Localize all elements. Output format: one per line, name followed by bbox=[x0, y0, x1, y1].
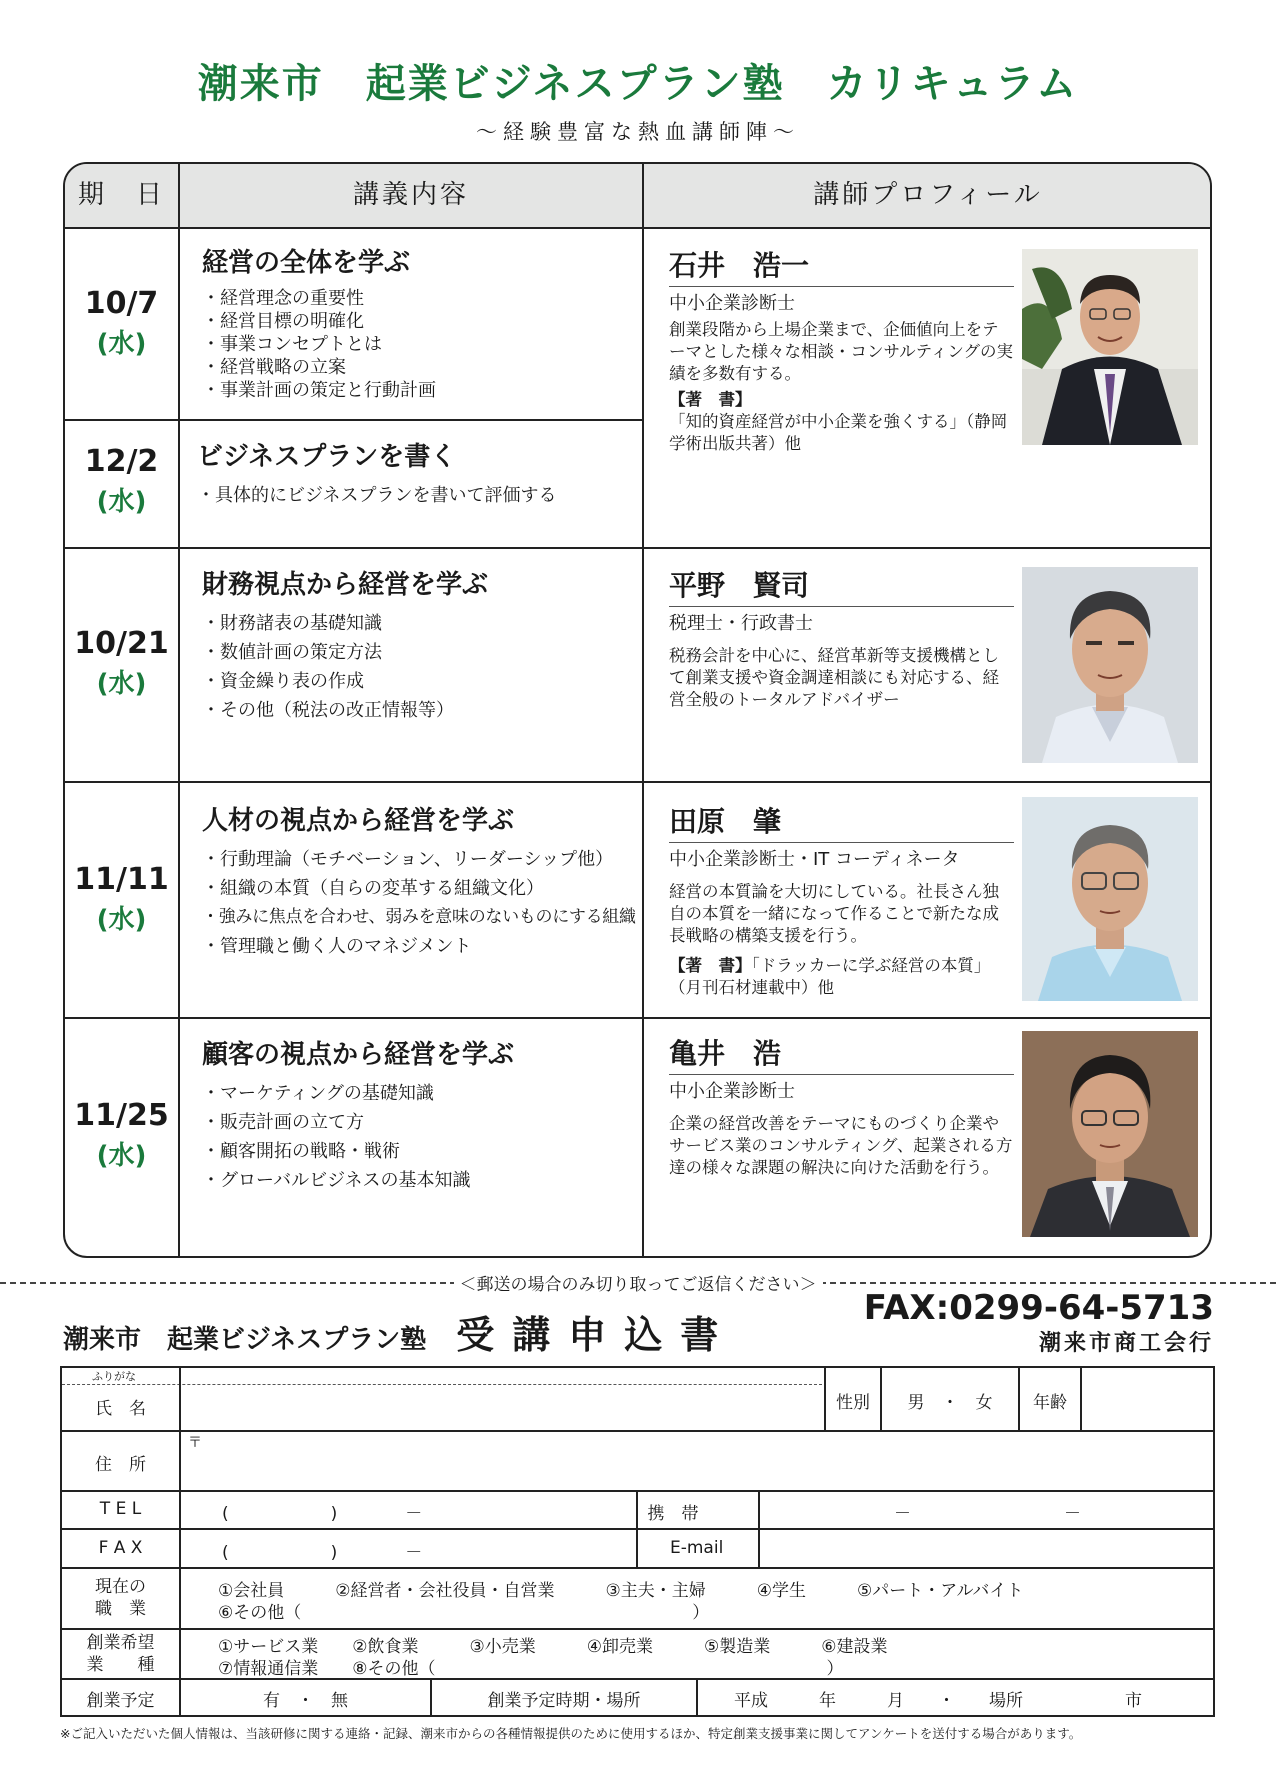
industry-other[interactable]: ⑦情報通信業 ⑧その他（ ） bbox=[218, 1659, 844, 1679]
divider bbox=[65, 419, 642, 421]
plan-when-label: 創業予定時期・場所 bbox=[487, 1691, 641, 1711]
session-date: 10/21 (水) bbox=[74, 626, 169, 699]
session-topic: 人材の視点から経営を学ぶ bbox=[202, 806, 515, 836]
cut-instruction: ＜郵送の場合のみ切り取ってご返信ください＞ bbox=[0, 1270, 1276, 1295]
furigana-label: ふりがな bbox=[92, 1370, 136, 1383]
divider bbox=[62, 1384, 822, 1385]
plan-options[interactable]: 有 ・ 無 bbox=[263, 1691, 348, 1711]
list-item: ・ 組織の本質（自らの変革する組織文化） bbox=[202, 874, 662, 903]
header-content: 講義内容 bbox=[352, 180, 469, 210]
curriculum-table bbox=[63, 162, 1212, 1258]
instructor-bio: 経営の本質論を大切にしている。社長さん独自の本質を一緒になって作ることで新たな成長戦略の構築支援を行う。 bbox=[669, 882, 999, 945]
list-item: ・ 経営目標の明確化 bbox=[202, 310, 662, 333]
postal-mark: 〒 bbox=[188, 1435, 202, 1451]
age-label: 年齢 bbox=[1033, 1393, 1067, 1413]
fax-number: FAX:0299-64-5713 bbox=[863, 1288, 1214, 1328]
instructor-photo bbox=[1022, 249, 1198, 445]
list-item: ・ 数値計画の策定方法 bbox=[202, 638, 662, 667]
job-label: 現在の 職 業 bbox=[95, 1577, 146, 1619]
divider bbox=[178, 164, 180, 1258]
session-date: 11/11 (水) bbox=[74, 862, 169, 935]
email-field[interactable] bbox=[762, 1532, 1208, 1564]
instructor-books: 「知的資産経営が中小企業を強くする」（静岡学術出版共著）他 bbox=[669, 412, 1008, 453]
list-item: ・ グローバルビジネスの基本知識 bbox=[202, 1166, 662, 1195]
session-date: 12/2 (水) bbox=[84, 444, 159, 517]
instructor-photo bbox=[1022, 1031, 1198, 1237]
fax-label: F A X bbox=[98, 1538, 143, 1558]
session-topic: ビジネスプランを書く bbox=[197, 442, 457, 472]
fax-block bbox=[864, 1290, 1214, 1357]
list-item: ・ 販売計画の立て方 bbox=[202, 1108, 662, 1137]
sex-options[interactable]: 男 ・ 女 bbox=[907, 1393, 993, 1413]
instructor-role: 中小企業診断士 bbox=[669, 293, 795, 314]
session-topic: 顧客の視点から経営を学ぶ bbox=[202, 1040, 515, 1070]
application-form bbox=[60, 1366, 1215, 1717]
address-field[interactable] bbox=[184, 1434, 1208, 1488]
instructor-profile bbox=[669, 564, 1014, 711]
page-subtitle: ～経験豊富な熱血講師陣～ bbox=[476, 120, 800, 144]
session-date: 10/7 (水) bbox=[84, 286, 159, 359]
sex-label: 性別 bbox=[836, 1393, 870, 1413]
session-topic: 財務視点から経営を学ぶ bbox=[202, 570, 489, 600]
instructor-name: 田原 肇 bbox=[669, 800, 1014, 843]
books-label: 【著 書】 bbox=[669, 390, 752, 409]
form-recipient: 潮来市商工会行 bbox=[1038, 1331, 1214, 1356]
session-date: 11/25 (水) bbox=[74, 1098, 169, 1171]
session-content bbox=[197, 436, 657, 510]
instructor-role: 税理士・行政書士 bbox=[669, 613, 813, 634]
list-item: ・ 事業計画の策定と行動計画 bbox=[202, 379, 662, 402]
session-content bbox=[202, 800, 662, 961]
session-content bbox=[202, 564, 662, 725]
list-item: ・ 管理職と働く人のマネジメント bbox=[202, 932, 662, 961]
mobile-label: 携 帯 bbox=[647, 1504, 699, 1524]
address-label: 住 所 bbox=[95, 1455, 146, 1475]
instructor-bio: 企業の経営改善をテーマにものづくり企業やサービス業のコンサルティング、起業される方達の様々な課題の解決に向けた活動を行う。 bbox=[669, 1114, 1013, 1177]
instructor-books: 【著 書】「ドラッカーに学ぶ経営の本質」（月刊石材連載中）他 bbox=[669, 956, 991, 997]
instructor-name: 石井 浩一 bbox=[669, 244, 1014, 287]
divider bbox=[65, 547, 1212, 549]
divider bbox=[62, 1430, 1213, 1432]
session-content bbox=[202, 242, 662, 402]
instructor-photo bbox=[1022, 797, 1198, 1001]
list-item: ・ 事業コンセプトとは bbox=[202, 333, 662, 356]
industry-options[interactable]: ①サービス業 ②飲食業 ③小売業 ④卸売業 ⑤製造業 ⑥建設業 bbox=[218, 1637, 888, 1657]
divider bbox=[758, 1490, 760, 1568]
industry-label: 創業希望 業 種 bbox=[86, 1633, 155, 1675]
instructor-photo bbox=[1022, 567, 1198, 763]
mobile-field[interactable]: － － bbox=[894, 1504, 1081, 1524]
divider bbox=[65, 781, 1212, 783]
divider bbox=[1080, 1368, 1082, 1430]
instructor-name: 亀井 浩 bbox=[669, 1032, 1014, 1075]
list-item: ・ 経営戦略の立案 bbox=[202, 356, 662, 379]
divider bbox=[62, 1628, 1213, 1630]
instructor-bio: 創業段階から上場企業まで、企価値向上をテーマとした様々な相談・コンサルティングの実績を多数有する。 bbox=[669, 320, 1014, 383]
session-topic: 経営の全体を学ぶ bbox=[202, 248, 411, 278]
name-field[interactable] bbox=[184, 1386, 820, 1426]
header-date: 期 日 bbox=[77, 180, 165, 210]
list-item: ・ 強みに焦点を合わせ、弱みを意味のないものにする組織 bbox=[202, 903, 662, 932]
tel-label: T E L bbox=[99, 1499, 142, 1519]
form-title: 潮来市 起業ビジネスプラン塾 受講申込書 bbox=[63, 1313, 737, 1357]
list-item: ・ 財務諸表の基礎知識 bbox=[202, 609, 662, 638]
divider bbox=[696, 1678, 698, 1715]
tel-field[interactable]: ( ) － bbox=[222, 1504, 423, 1524]
email-label: E-mail bbox=[670, 1538, 724, 1558]
age-field[interactable] bbox=[1084, 1372, 1208, 1426]
list-item: ・ 顧客開拓の戦略・戦術 bbox=[202, 1137, 662, 1166]
list-item: ・ 具体的にビジネスプランを書いて評価する bbox=[197, 481, 657, 510]
fax-field[interactable]: ( ) － bbox=[222, 1543, 423, 1563]
list-item: ・ マーケティングの基礎知識 bbox=[202, 1079, 662, 1108]
session-content bbox=[202, 1034, 662, 1195]
table-header bbox=[65, 164, 1210, 229]
books-label: 【著 書】 bbox=[669, 956, 752, 975]
divider bbox=[179, 1368, 181, 1715]
job-other[interactable]: ⑥その他（ ） bbox=[218, 1603, 710, 1623]
plan-label: 創業予定 bbox=[86, 1691, 155, 1711]
list-item: ・ 経営理念の重要性 bbox=[202, 287, 662, 310]
instructor-profile bbox=[669, 800, 1014, 999]
instructor-profile bbox=[669, 244, 1014, 455]
instructor-name: 平野 賢司 bbox=[669, 564, 1014, 607]
instructor-bio: 税務会計を中心に、経営革新等支援機構として創業支援や資金調達相談にも対応する、経営全般のトータルアドバイザー bbox=[669, 646, 999, 709]
name-label: 氏 名 bbox=[95, 1399, 146, 1419]
instructor-role: 中小企業診断士 bbox=[669, 1081, 795, 1102]
plan-detail-field[interactable]: 平成 年 月 ・ 場所 市 bbox=[734, 1691, 1142, 1711]
list-item: ・ 行動理論（モチベーション、リーダーシップ他） bbox=[202, 845, 662, 874]
list-item: ・ その他（税法の改正情報等） bbox=[202, 696, 662, 725]
instructor-profile bbox=[669, 1032, 1014, 1179]
list-item: ・ 資金繰り表の作成 bbox=[202, 667, 662, 696]
divider bbox=[65, 1017, 1212, 1019]
header-profile: 講師プロフィール bbox=[813, 180, 1043, 210]
privacy-disclaimer: ※ご記入いただいた個人情報は、当該研修に関する連絡・記録、潮来市からの各種情報提供のために使用するほか、特定創業支援事業に関してアンケートを送付する場合があります。 bbox=[60, 1726, 1082, 1741]
page-title: 潮来市 起業ビジネスプラン塾 カリキュラム bbox=[197, 61, 1079, 107]
job-options[interactable]: ①会社員 ②経営者・会社役員・自営業 ③主夫・主婦 ④学生 ⑤パート・アルバイト bbox=[218, 1581, 1024, 1601]
instructor-role: 中小企業診断士・IT コーディネータ bbox=[669, 849, 960, 870]
